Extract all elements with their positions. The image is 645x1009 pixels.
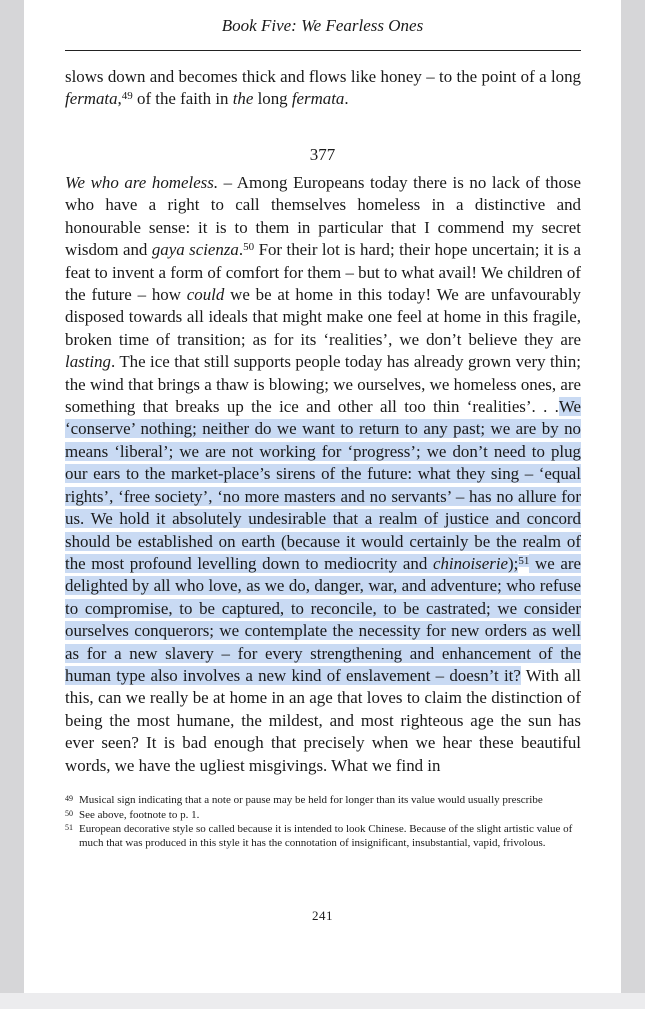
body-italic: gaya scienza [151,240,239,260]
section-lead: We who are homeless. [65,173,219,192]
body-text: . [238,240,244,260]
body-text: With all this, can we really be at home in an age that loves to claim the distinction of being the most humane, the mildest, and most righteous age the sun has ever seen? It is bad enough that precisely when we hear these beautiful words, we have the ugliest misgivings. What we find in [65,665,581,775]
footnotes [65,794,581,851]
body-text: – Among Europeans today there is no lack of those who have a right to call themselves homeless in a distinctive and honourable sense: it is to them in particular that I commend my secret wisdom and [65,173,582,260]
page-number: 241 [312,908,333,923]
highlighted-text[interactable]: We ‘conserve’ nothing; neither do we want to return to any past; we are by no means ‘liberal’; we are not working for ‘progress’; we don’t need to plug our ears to the market-place’s sirens of the future: what they sing – ‘equal rights’, ‘free society’, ‘no more masters and no servants’ – has no allure for us. We hold it absolutely undesirable that a realm of justice and concord should be established on earth (because it would certainly be the realm of the most profound levelling down to mediocrity and [65,397,581,573]
intro-text: of the faith in [132,89,233,109]
footnote-number: 50 [65,808,73,818]
footnote [65,809,581,823]
header-rule [65,50,581,51]
intro-paragraph[interactable] [65,66,581,111]
footnote-text: See above, footnote to p. 1. [79,808,200,821]
intro-italic: fermata [291,89,345,109]
intro-text: slows down and becomes thick and flows like honey – to the point of a long [65,67,581,86]
highlighted-italic[interactable]: chinoiserie [432,553,509,573]
book-page [24,0,621,993]
body-text: we be at home in this today! We are unfavourably disposed towards all ideals that might make one feel at home in this fragile, broken time of transition; as for its ‘realities’, we don’t believe they are [65,285,581,349]
running-header: Book Five: We Fearless Ones [221,16,424,35]
section-number: 377 [309,145,336,164]
body-italic: lasting [65,352,111,372]
footnote-ref[interactable]: 50 [243,241,255,254]
footnote [65,794,581,808]
next-page-edge [0,993,645,1009]
body-text: . The ice that still supports people today has already grown very thin; the wind that brings a thaw is blowing; we ourselves, we homeless ones, are something that breaks up the ice and other all too thin ‘realities’. . . [65,352,581,417]
intro-text: , [117,89,122,109]
highlighted-text[interactable]: we are delighted by all who love, as we do, danger, war, and adventure; who refuse to compromise, to be captured, to reconcile, to be castrated; we consider ourselves conquerors; we contemplate the necessity for new orders as well as for a new slavery – for every strengthening and enhancement of the human type also involves a new kind of enslavement – doesn’t it? [65,553,581,685]
body-italic: could [186,285,225,305]
intro-text: . [344,89,349,109]
footnote-number: 51 [65,823,73,832]
footnote [65,823,581,850]
footnote-text: European decorative style so called because it is intended to look Chinese. Because of the slight artistic value of much that was produced in this style it has the connotation of insignificant, insubstantial, vapid, frivolous. [79,823,573,849]
body-text: For their lot is hard; their hope uncertain; it is a feat to invent a form of comfort for them – but to what avail! We children of the future – how [65,240,581,305]
section-paragraph[interactable] [65,172,581,777]
footnote-ref[interactable]: 49 [121,90,133,103]
highlighted-text[interactable]: ); [508,553,519,573]
intro-text: long [253,89,292,109]
footnote-number: 49 [65,794,73,803]
footnote-text: Musical sign indicating that a note or pause may be held for longer than its value would usually prescribe [79,794,543,806]
footnote-ref[interactable]: 51 [518,554,530,567]
intro-italic: fermata [65,89,118,109]
intro-italic: the [232,89,254,109]
